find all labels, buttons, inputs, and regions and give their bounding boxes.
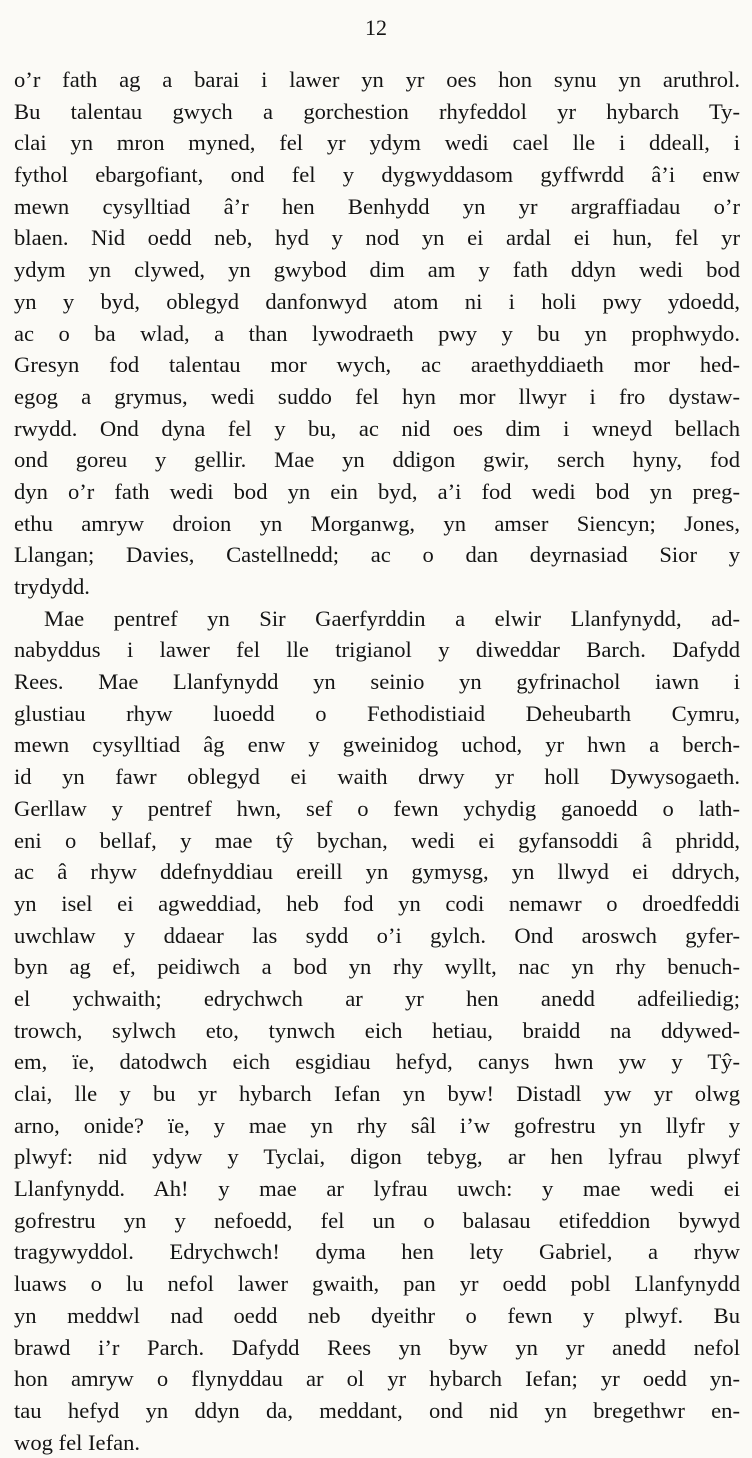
text-line: yn meddwl nad oedd neb dyeithr o fewn y plwyf. Bu xyxy=(14,1302,740,1328)
text-line: el ychwaith; edrychwch ar yr hen anedd adfeiliedig; xyxy=(14,985,740,1011)
text-line: ydym yn clywed, yn gwybod dim am y fath ddyn wedi bod xyxy=(14,257,740,283)
text-line: o’r fath ag a barai i lawer yn yr oes hon synu yn aruthrol. xyxy=(14,67,740,92)
text-line: tau hefyd yn ddyn da, meddant, ond nid yn bregethwr en- xyxy=(14,1397,740,1423)
text-line: ac â rhyw ddefnyddiau ereill yn gymysg, yn llwyd ei ddrych, xyxy=(14,859,740,885)
text-line: yn isel ei agweddiad, heb fod yn codi nemawr o droedfeddi xyxy=(14,890,740,916)
text-line: arno, onide? ïe, y mae yn rhy sâl i’w gofrestru yn llyfr y xyxy=(14,1112,740,1138)
text-line: Llangan; Davies, Castellnedd; ac o dan deyrnasiad Sior y xyxy=(14,542,740,568)
text-line: glustiau rhyw luoedd o Fethodistiaid Deheubarth Cymru, xyxy=(14,700,740,726)
text-line: ond goreu y gellir. Mae yn ddigon gwir, serch hyny, fod xyxy=(14,447,740,473)
text-line: Bu talentau gwych a gorchestion rhyfeddol yr hybarch Ty- xyxy=(14,98,740,124)
text-line: ethu amryw droion yn Morganwg, yn amser Siencyn; Jones, xyxy=(14,510,740,536)
text-line: byn ag ef, peidiwch a bod yn rhy wyllt, nac yn rhy benuch- xyxy=(14,954,740,980)
paragraph xyxy=(14,603,740,1458)
text-line: brawd i’r Parch. Dafydd Rees yn byw yn yr anedd nefol xyxy=(14,1334,740,1360)
text-line: yn y byd, oblegyd danfonwyd atom ni i holi pwy ydoedd, xyxy=(14,288,740,314)
page-number: 12 xyxy=(365,15,387,40)
text-line: Gresyn fod talentau mor wych, ac araethyddiaeth mor hed- xyxy=(14,352,740,378)
text-line: egog a grymus, wedi suddo fel hyn mor llwyr i fro dystaw- xyxy=(14,383,740,409)
text-line: eni o bellaf, y mae tŷ bychan, wedi ei gyfansoddi â phridd, xyxy=(14,827,740,853)
text-line: tragywyddol. Edrychwch! dyma hen lety Gabriel, a rhyw xyxy=(14,1239,740,1265)
text-line: nabyddus i lawer fel lle trigianol y diweddar Barch. Dafydd xyxy=(14,637,740,663)
text-line: uwchlaw y ddaear las sydd o’i gylch. Ond aroswch gyfer- xyxy=(14,922,740,948)
paragraph xyxy=(14,64,740,603)
text-line: clai yn mron myned, fel yr ydym wedi cael lle i ddeall, i xyxy=(14,130,740,156)
text-line: mewn cysylltiad âg enw y gweinidog uchod, yr hwn a berch- xyxy=(14,732,740,758)
text-line: dyn o’r fath wedi bod yn ein byd, a’i fod wedi bod yn preg- xyxy=(14,478,740,504)
text-line: plwyf: nid ydyw y Tyclai, digon tebyg, ar hen lyfrau plwyf xyxy=(14,1144,740,1170)
text-line: trydydd. xyxy=(14,574,90,599)
text-line: hon amryw o flynyddau ar ol yr hybarch Iefan; yr oedd yn- xyxy=(14,1366,740,1392)
text-line: blaen. Nid oedd neb, hyd y nod yn ei ardal ei hun, fel yr xyxy=(14,225,740,251)
text-line: em, ïe, datodwch eich esgidiau hefyd, canys hwn yw y Tŷ- xyxy=(14,1049,740,1075)
text-line: ac o ba wlad, a than lywodraeth pwy y bu yn prophwydo. xyxy=(14,320,740,346)
text-line: Llanfynydd. Ah! y mae ar lyfrau uwch: y mae wedi ei xyxy=(14,1176,740,1202)
text-line: mewn cysylltiad â’r hen Benhydd yn yr argraffiadau o’r xyxy=(14,193,740,219)
text-line: gofrestru yn y nefoedd, fel un o balasau etifeddion bywyd xyxy=(14,1207,740,1233)
text-line: Gerllaw y pentref hwn, sef o fewn ychydig ganoedd o lath- xyxy=(14,795,740,821)
text-line: clai, lle y bu yr hybarch Iefan yn byw! Distadl yw yr olwg xyxy=(14,1081,740,1106)
text-line: id yn fawr oblegyd ei waith drwy yr holl Dywysogaeth. xyxy=(14,764,740,790)
text-line: fythol ebargofiant, ond fel y dygwyddasom gyffwrdd â’i enw xyxy=(14,162,740,188)
text-line: luaws o lu nefol lawer gwaith, pan yr oedd pobl Llanfynydd xyxy=(14,1271,740,1297)
text-line: rwydd. Ond dyna fel y bu, ac nid oes dim i wneyd bellach xyxy=(14,415,740,441)
text-line: Rees. Mae Llanfynydd yn seinio yn gyfrinachol iawn i xyxy=(14,669,740,695)
text-line: trowch, sylwch eto, tynwch eich hetiau, braidd na ddywed- xyxy=(14,1017,740,1043)
text-line: wog fel Iefan. xyxy=(14,1429,141,1455)
text-line: Mae pentref yn Sir Gaerfyrddin a elwir Llanfynydd, ad- xyxy=(44,605,740,631)
body-text xyxy=(14,64,740,1458)
